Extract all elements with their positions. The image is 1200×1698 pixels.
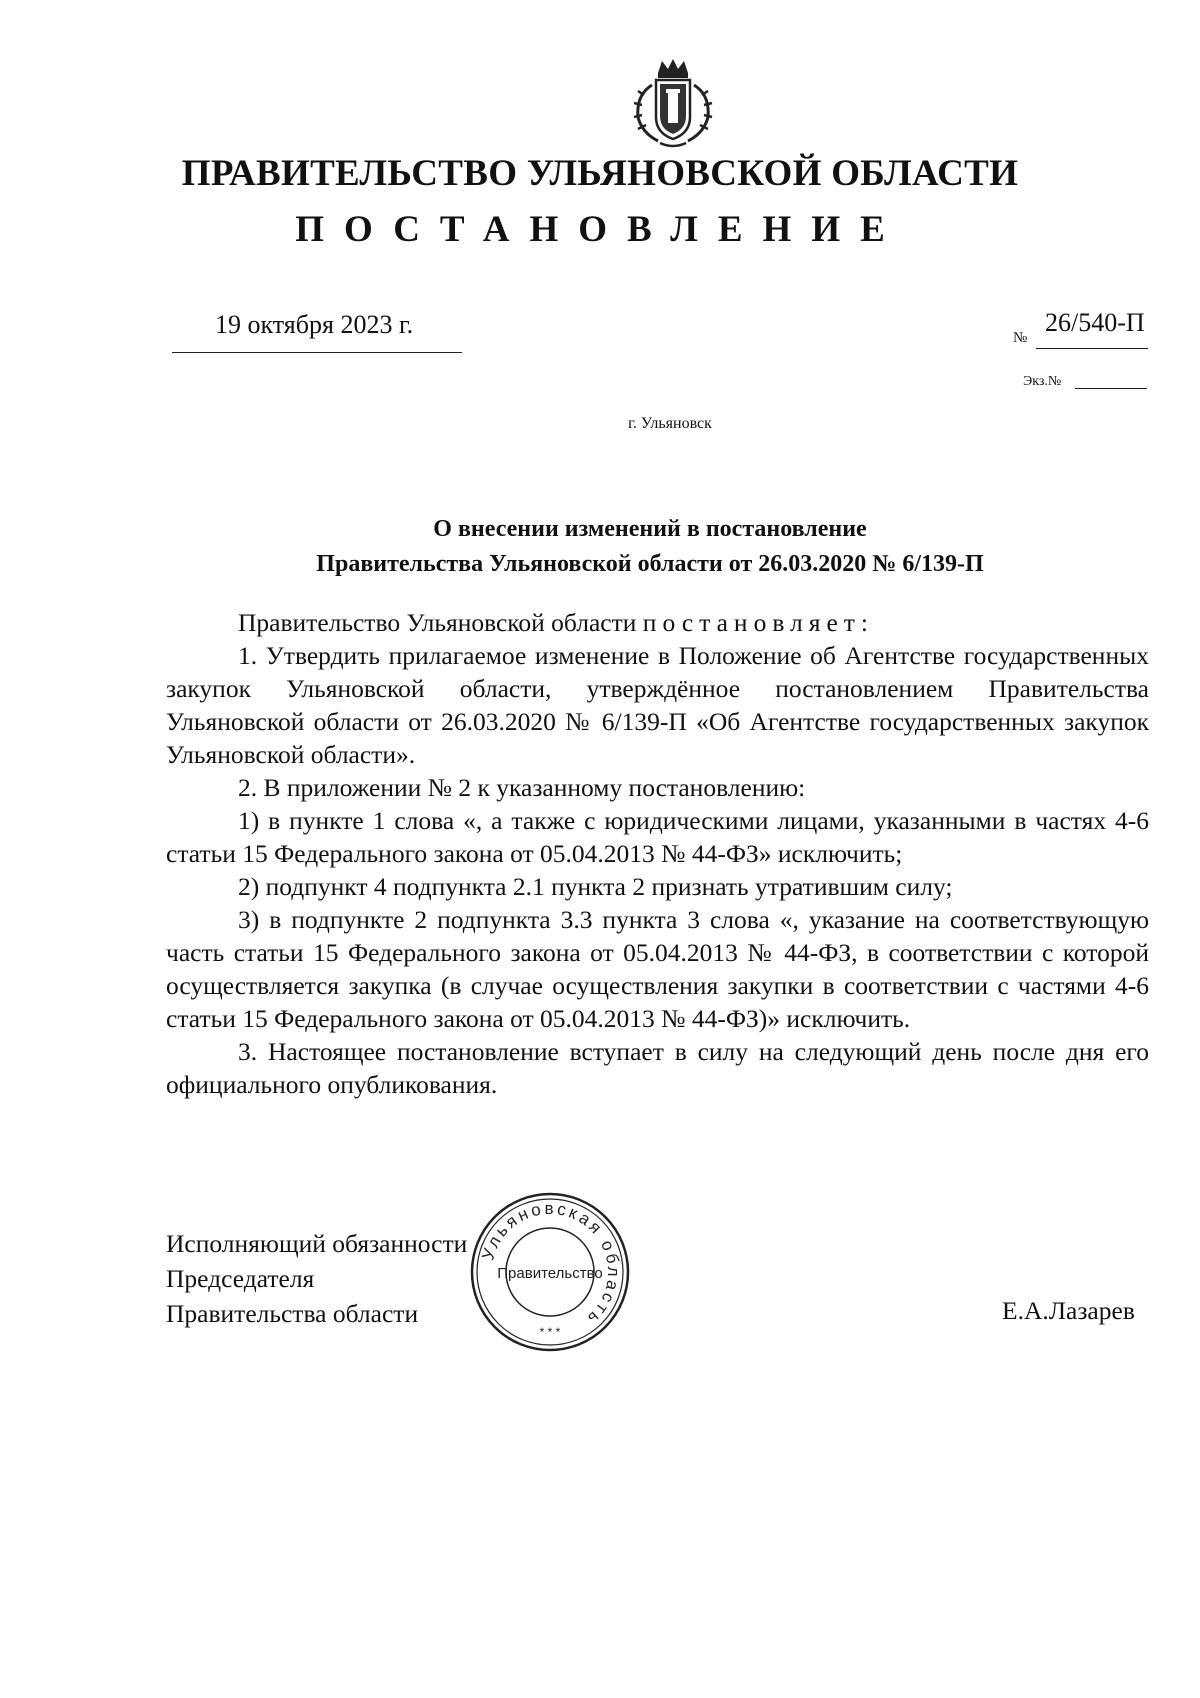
copy-number-label: Экз.№	[1023, 374, 1062, 389]
document-subject	[150, 512, 1150, 582]
svg-text:* * *: * * *	[539, 1325, 561, 1339]
document-city: г. Ульяновск	[628, 415, 712, 432]
subject-line-2: Правительства Ульяновской области от 26.03.2020 № 6/139-П	[316, 551, 984, 577]
signatory-role-line-3: Правительства области	[166, 1299, 419, 1328]
seal-center-text: Правительство	[497, 1265, 603, 1282]
copy-number-blank	[1075, 388, 1147, 389]
paragraph-1: 1. Утвердить прилагаемое изменение в Положение об Агентстве государственных закупок Ульяновской области, утверждённое постановлением Правительства Ульяновской области от 26.03.2020 № 6/139-П «Об Агентстве государственных закупок Ульяновской области».	[166, 641, 1149, 769]
number-sign: №	[1013, 330, 1028, 346]
official-seal	[468, 1190, 632, 1354]
paragraph-2-item-3: 3) в подпункте 2 подпункта 3.3 пункта 3 слова «, указание на соответствующую часть статьи 15 Федерального закона от 05.04.2013 № 44-ФЗ, в соответствии с которой осуществляется закупка (в случае осуществления закупки в соответствии с частями 4-6 статьи 15 Федерального закона от 05.04.2013 № 44-ФЗ)» исключить.	[166, 905, 1149, 1033]
paragraph-3: 3. Настоящее постановление вступает в силу на следующий день после дня его официального опубликования.	[166, 1037, 1149, 1099]
paragraph-2-item-2: 2) подпункт 4 подпункта 2.1 пункта 2 признать утратившим силу;	[238, 872, 953, 901]
signatory-name: Е.А.Лазарев	[1002, 1296, 1135, 1325]
document-type-title: ПОСТАНОВЛЕНИЕ	[295, 209, 905, 250]
body-intro	[166, 606, 1149, 639]
number-underline	[1036, 348, 1148, 349]
paragraph-2: 2. В приложении № 2 к указанному постановлению:	[238, 773, 806, 802]
signatory-role-line-2: Председателя	[166, 1264, 315, 1293]
paragraph-2-item-1: 1) в пункте 1 слова «, а также с юридическими лицами, указанными в частях 4-6 статьи 15 Федерального закона от 05.04.2013 № 44-ФЗ» исключить;	[166, 806, 1149, 868]
coat-of-arms-icon	[618, 55, 728, 155]
government-title: ПРАВИТЕЛЬСТВО УЛЬЯНОВСКОЙ ОБЛАСТИ	[181, 153, 1019, 194]
intro-decree-word: постановляет:	[642, 608, 875, 637]
document-number: 26/540-П	[1045, 308, 1145, 337]
seal-ring-text: Ульяновская область	[478, 1198, 624, 1330]
document-body	[166, 606, 1149, 1101]
date-underline	[172, 352, 462, 353]
subject-line-1: О внесении изменений в постановление	[433, 516, 867, 542]
signatory-role-line-1: Исполняющий обязанности	[166, 1229, 468, 1258]
document-date: 19 октября 2023 г.	[215, 310, 414, 339]
signatory-role	[166, 1226, 467, 1331]
intro-prefix: Правительство Ульяновской области	[238, 608, 643, 637]
